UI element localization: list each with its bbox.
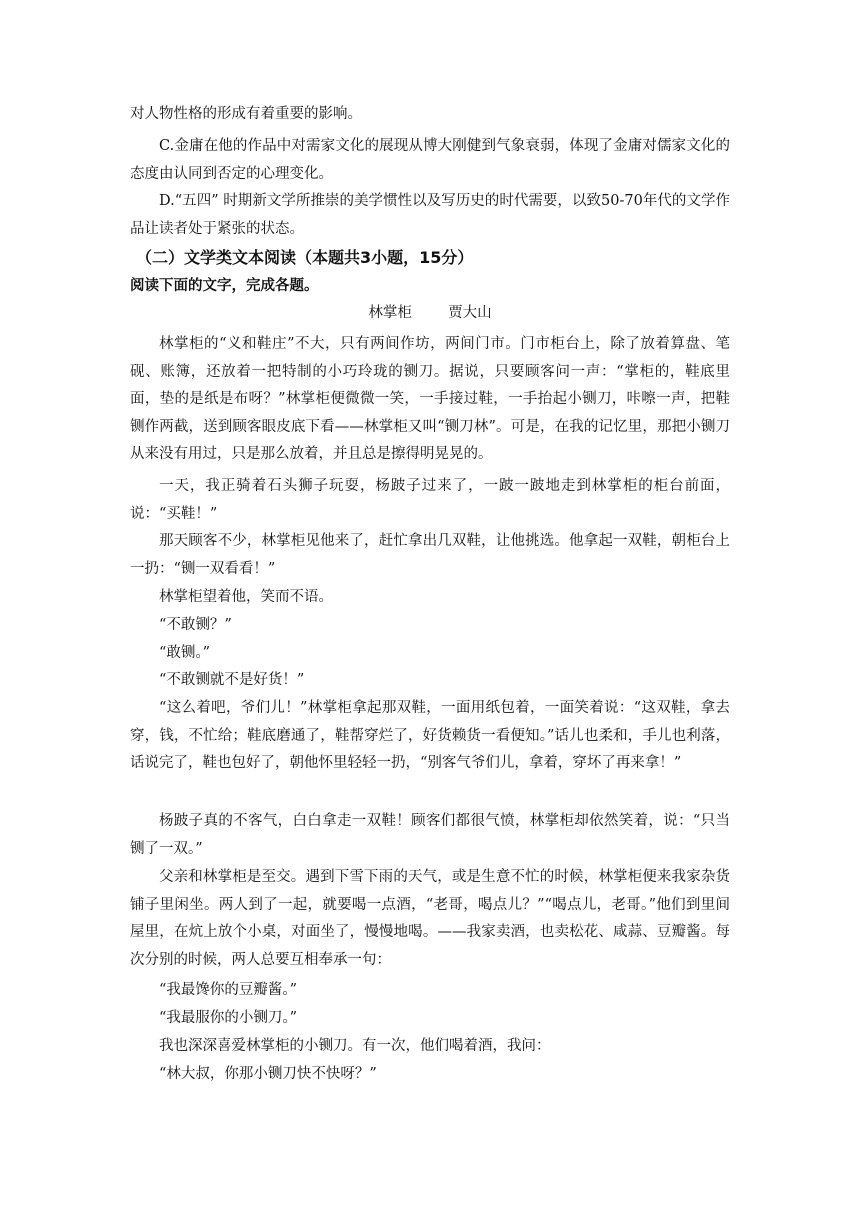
story-dialogue-6: “林大叔，你那小铡刀快不快呀？” — [159, 1066, 377, 1082]
story-dialogue-5: “我最服你的小铡刀。” — [159, 1010, 298, 1026]
story-paragraph-9: 杨跛子真的不客气，白白拿走一双鞋！顾客们都很气愤，林掌柜却依然笑着，说：“只当铡了一双。” — [130, 813, 730, 857]
story-paragraph-1: 林掌柜的“义和鞋庄”不大，只有两间作坊，两间门市。门市柜台上，除了放着算盘、笔砚、账簿，还放着一把特制的小巧玲珑的铡刀。据说，只要顾客问一声：“掌柜的，鞋底里面，垫的是纸是布呀？”林掌柜便微微一笑，一手接过鞋，一手抬起小铡刀，咔嚓一声，把鞋铡作两截，送到顾客眼皮底下看——林掌柜又叫“铡刀林”。可是，在我的记忆里，那把小铡刀从来没有用过，只是那么放着，并且总是擦得明晃晃的。 — [130, 336, 730, 462]
story-paragraph-2: 一天，我正骑着石头狮子玩耍，杨跛子过来了，一跛一跛地走到林掌柜的柜台前面，说：“买鞋！” — [130, 478, 730, 522]
section-heading: （二）文学类文本阅读（本题共3小题，15分） — [136, 248, 474, 267]
story-author: 贾大山 — [448, 305, 492, 321]
story-paragraph-13: 我也深深喜爱林掌柜的小铡刀。有一次，他们喝着酒，我问： — [159, 1038, 551, 1054]
story-paragraph-4: 林掌柜望着他，笑而不语。 — [159, 589, 333, 605]
story-paragraph-10: 父亲和林掌柜是至交。遇到下雪下雨的天气，或是生意不忙的时候，林掌柜便来我家杂货铺子里闲坐。两人到了一起，就要喝一点酒，“老哥，喝点儿？”“喝点儿，老哥。”他们到里间屋里，在炕上放个小桌，对面坐了，慢慢地喝。——我家卖酒，也卖松花、咸蒜、豆瓣酱。每次分别的时候，两人总要互相奉承一句： — [130, 869, 730, 968]
story-dialogue-3: “不敢铡就不是好货！” — [159, 672, 305, 688]
story-dialogue-4: “我最馋你的豆瓣酱。” — [159, 982, 298, 998]
story-title-line — [130, 301, 730, 325]
intro-paragraph-b-end: 对人物性格的形成有着重要的影响。 — [130, 106, 362, 122]
reading-instruction: 阅读下面的文字，完成各题。 — [130, 278, 319, 294]
option-c: C.金庸在他的作品中对需家文化的展现从博大刚健到气象衰弱，体现了金庸对儒家文化的态度由认同到否定的心理变化。 — [130, 138, 730, 182]
story-dialogue-2: “敢铡。” — [159, 645, 211, 661]
story-paragraph-8: “这么着吧，爷们儿！”林掌柜拿起那双鞋，一面用纸包着，一面笑着说：“这双鞋，拿去穿，钱，不忙给；鞋底磨通了，鞋帮穿烂了，好货赖货一看便知。”话儿也柔和，手儿也利落，话说完了，鞋也包好了，朝他怀里轻轻一扔，“别客气爷们儿，拿着，穿坏了再来拿！” — [130, 700, 730, 771]
story-paragraph-3: 那天顾客不少，林掌柜见他来了，赶忙拿出几双鞋，让他挑选。他拿起一双鞋，朝柜台上一扔：“铡一双看看！” — [130, 533, 730, 577]
option-d: D.“五四” 时期新文学所推崇的美学惯性以及写历史的时代需要，以致50-70年代的文学作品让读者处于紧张的状态。 — [130, 193, 730, 237]
story-dialogue-1: “不敢铡？” — [159, 617, 232, 633]
story-title: 林掌柜 — [368, 305, 412, 321]
